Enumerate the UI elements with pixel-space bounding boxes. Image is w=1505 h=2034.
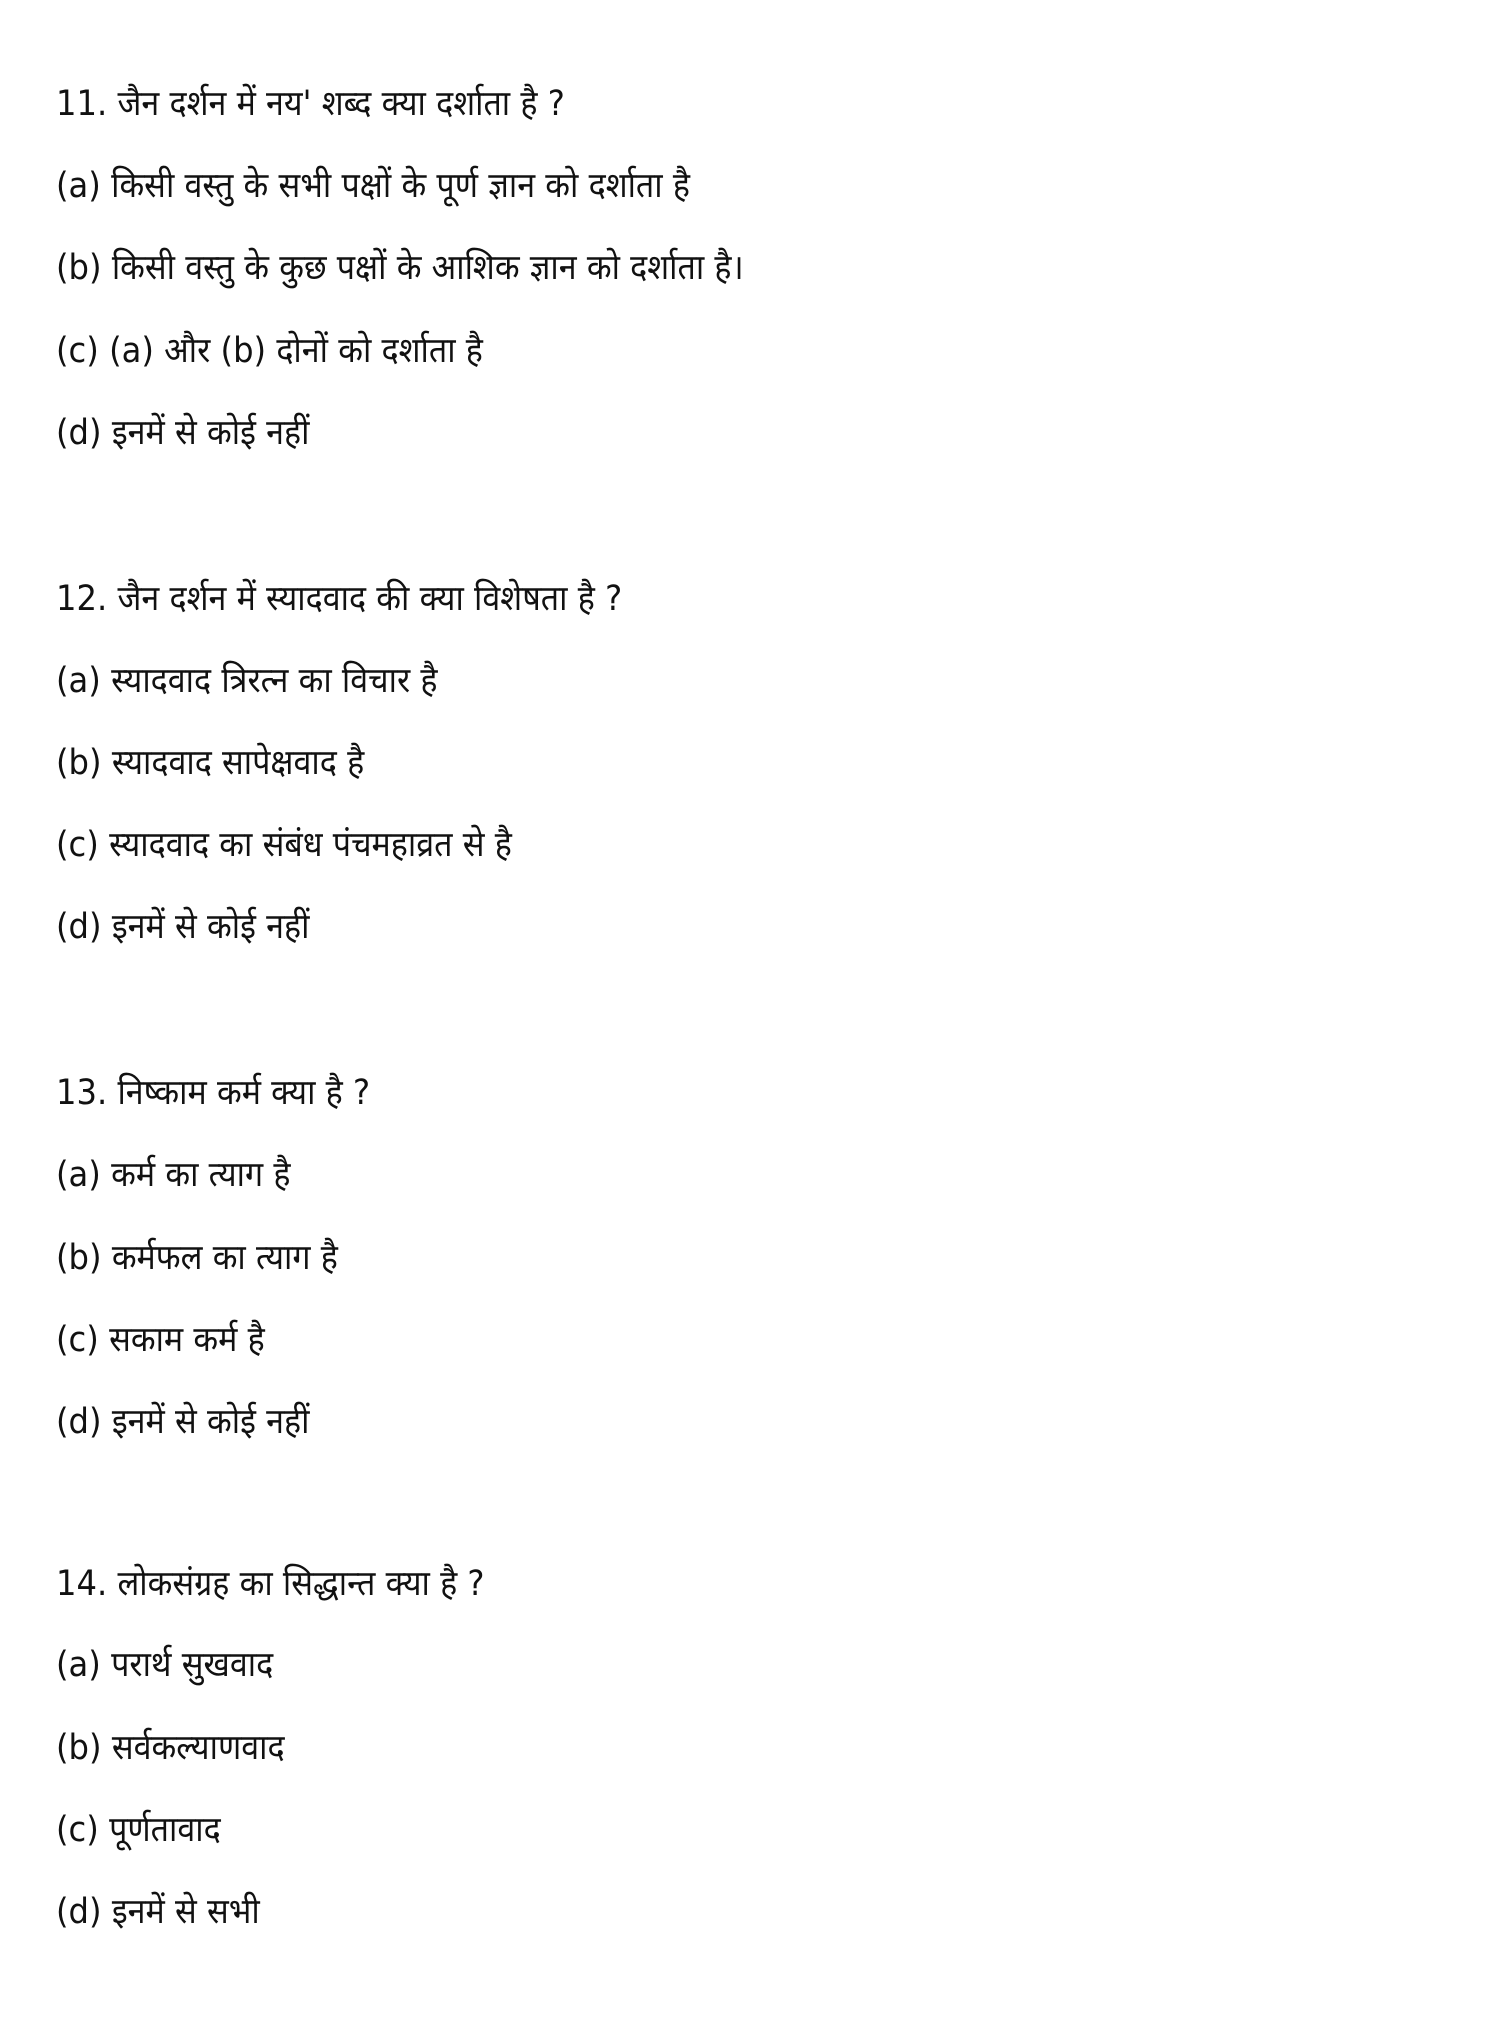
option-text: सर्वकल्याणवाद xyxy=(111,1728,285,1768)
option-label: (c) xyxy=(56,825,99,865)
option-label: (d) xyxy=(56,907,102,947)
option-text: स्यादवाद त्रिरत्न का विचार है xyxy=(111,661,438,701)
option-label: (d) xyxy=(56,1892,102,1932)
option-12-b xyxy=(56,741,364,785)
option-label: (a) xyxy=(56,661,101,701)
option-text: सकाम कर्म है xyxy=(109,1320,265,1360)
option-text: पूर्णतावाद xyxy=(109,1810,221,1850)
option-text: कर्मफल का त्याग है xyxy=(111,1238,338,1278)
option-11-c xyxy=(56,329,483,373)
option-14-a xyxy=(56,1643,273,1687)
option-text: किसी वस्तु के सभी पक्षों के पूर्ण ज्ञान को दर्शाता है xyxy=(111,166,690,206)
question-12 xyxy=(56,577,622,621)
question-13 xyxy=(56,1071,370,1115)
option-13-d xyxy=(56,1400,309,1444)
option-13-a xyxy=(56,1153,290,1197)
question-number: 14. xyxy=(56,1564,108,1604)
option-14-d xyxy=(56,1890,260,1934)
option-label: (a) xyxy=(56,1645,101,1685)
question-11 xyxy=(56,82,565,126)
option-11-d xyxy=(56,411,309,455)
option-text: किसी वस्तु के कुछ पक्षों के आशिक ज्ञान को दर्शाता है। xyxy=(111,248,744,288)
option-label: (c) xyxy=(56,1320,99,1360)
question-text: निष्काम कर्म क्या है ? xyxy=(117,1073,371,1113)
option-13-b xyxy=(56,1236,338,1280)
option-14-c xyxy=(56,1808,221,1852)
option-label: (a) xyxy=(56,1155,101,1195)
option-label: (d) xyxy=(56,1402,102,1442)
option-13-c xyxy=(56,1318,265,1362)
option-14-b xyxy=(56,1726,285,1770)
option-text: स्यादवाद सापेक्षवाद है xyxy=(111,743,365,783)
option-12-d xyxy=(56,905,309,949)
option-label: (b) xyxy=(56,1238,102,1278)
option-11-b xyxy=(56,246,744,290)
option-12-a xyxy=(56,659,437,703)
question-number: 11. xyxy=(56,84,108,124)
option-label: (a) xyxy=(56,166,101,206)
question-text: जैन दर्शन में स्यादवाद की क्या विशेषता है ? xyxy=(117,579,623,619)
option-text: इनमें से कोई नहीं xyxy=(111,413,310,453)
option-label: (b) xyxy=(56,743,102,783)
option-text: (a) और (b) दोनों को दर्शाता है xyxy=(109,331,483,371)
question-number: 13. xyxy=(56,1073,108,1113)
option-label: (d) xyxy=(56,413,102,453)
question-number: 12. xyxy=(56,579,108,619)
option-12-c xyxy=(56,823,512,867)
option-text: कर्म का त्याग है xyxy=(111,1155,291,1195)
option-text: इनमें से कोई नहीं xyxy=(111,1402,310,1442)
option-text: इनमें से सभी xyxy=(111,1892,260,1932)
option-text: इनमें से कोई नहीं xyxy=(111,907,310,947)
option-text: स्यादवाद का संबंध पंचमहाव्रत से है xyxy=(109,825,512,865)
option-label: (c) xyxy=(56,331,99,371)
question-14 xyxy=(56,1562,485,1606)
option-text: परार्थ सुखवाद xyxy=(111,1645,274,1685)
option-label: (b) xyxy=(56,248,102,288)
option-label: (c) xyxy=(56,1810,99,1850)
question-text: लोकसंग्रह का सिद्धान्त क्या है ? xyxy=(117,1564,485,1604)
question-text: जैन दर्शन में नय' शब्द क्या दर्शाता है ? xyxy=(117,84,565,124)
option-label: (b) xyxy=(56,1728,102,1768)
option-11-a xyxy=(56,164,690,208)
